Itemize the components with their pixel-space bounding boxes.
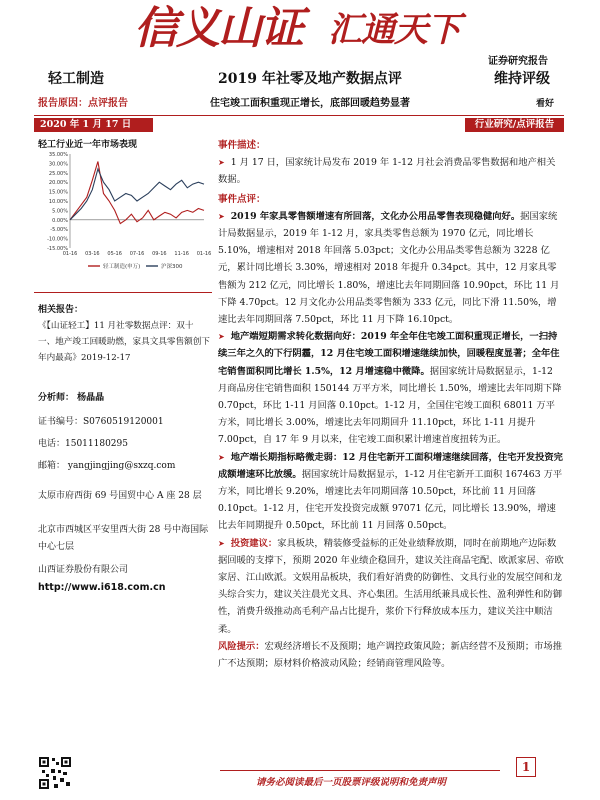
report-reason: 报告原因：点评报告 <box>38 98 128 109</box>
chart-svg <box>36 150 212 274</box>
y-tick-label: 0.00% <box>52 217 68 224</box>
chart-title: 轻工行业近一年市场表现 <box>38 140 138 150</box>
address-beijing: 北京市西城区平安里西大街 28 号中海国际中心七层 <box>38 525 209 552</box>
footer-divider <box>220 770 500 771</box>
report-category: 行业研究/点评报告 <box>465 118 564 132</box>
analyst-email[interactable]: 邮箱： yangjingjing@sxzq.com <box>38 461 176 471</box>
logo-text-a: 信义山证 <box>134 3 302 54</box>
disclaimer-note: 请务必阅读最后一页股票评级说明和免责声明 <box>256 777 447 788</box>
y-tick-label: 30.00% <box>48 161 68 168</box>
related-report-link[interactable]: 《【山证轻工】11 月社零数据点评：双十一、地产竣工回暖助燃，家具文具零售额创下年内最高》2019-12-17 <box>38 321 210 363</box>
y-tick-label: 20.00% <box>48 180 68 187</box>
series-line-2 <box>70 169 204 220</box>
paragraph-furniture-text: 据国家统计局数据显示，2019 年 1-12 月，家具类零售总额为 1970 亿元，同比增长 5.10%，增速相对 2018 年回落 5.03pct；文化办公用品类零售总额为 3228 亿元，累计同比增长 3.30%，增速相对 2018 年提升 0.34pct。其中，12 月家具零售额为 212 亿元，同比增长 1.80%，增速比去年同期回落 10.90pct，环比 11 月下降 4.70pct。12 月文化办公用品类零售额为 333 亿元，同比下滑 11.50%，增速比去年同期回落 7.50pct，环比 11 月下降 16.10pct。 <box>218 210 560 326</box>
bullet-arrow-icon: ➤ <box>218 332 225 342</box>
event-text: 1 月 17 日，国家统计局发布 2019 年 1-12 月社会消费品零售数据和地产相关数据。 <box>218 157 556 186</box>
y-tick-label: 10.00% <box>48 199 68 205</box>
industry-name: 轻工制造 <box>48 71 104 87</box>
comment-heading: 事件点评： <box>218 193 266 205</box>
investment-text: 家具板块，精装修受益标的正处业绩释放期，同时在前期地产边际数据回暖的支撑下，预期 2020 年业绩企稳回升，建议关注商品宅配、欧派家居、帝欧家居、江山欧派。文娱用品板块，我们看好消费的防御性、文具行业的发展空间和龙头综合实力，建议关注晨光文具、齐心集团。生活用纸兼具成长性、盈利弹性和防御性，消费升级推动高毛利产品占比提升，浆价下行释放成本压力，建议关注中顺洁柔。 <box>218 537 564 635</box>
investment-heading: 投资建议： <box>230 537 278 549</box>
x-tick-label: 07-16 <box>129 251 145 257</box>
address-taiyuan: 太原市府西街 69 号国贸中心 A 座 28 层 <box>38 491 202 501</box>
legend-label: 轻工制造(申万) <box>103 264 141 270</box>
paragraph-housing-longterm-text: 据国家统计局数据显示，1-12 月住宅新开工面积 167463 万平方米，同比增长 9.20%，增速比去年同期回落 10.50pct，环比前 11 月回落 0.10pct。1-12 月，住宅开发投资完成额 97071 亿元，同比增长 13.90%，增速比去年同期提升 0.50pct，环比前 11 月回落 0.50pct。 <box>218 468 563 532</box>
y-tick-label: -10.00% <box>47 236 68 243</box>
left-divider <box>34 292 212 293</box>
y-tick-label: 15.00% <box>48 189 68 196</box>
report-subtitle: 住宅竣工面积重现正增长，底部回暖趋势显著 <box>210 98 410 109</box>
event-paragraph <box>218 154 564 188</box>
paragraph-housing-demand-text: 据国家统计局数据显示，1-12 月商品房住宅销售面积 150144 万平方米，同比增长 1.50%，增速比去年同期下降 0.70pct，环比 1-11 月回落 0.10pct。1-12 月，全国住宅竣工面积 68011 万平方米，同比增长 3.00%，增速比去年同期回升 11.10pct，环比 1-11 月提升 7.00pct，自 17 年 9 月以来，住宅竣工面积累计增速首度扭转为正。 <box>218 365 562 446</box>
y-tick-label: -5.00% <box>50 227 68 234</box>
y-tick-label: 35.00% <box>48 152 68 158</box>
market-chart <box>36 150 212 274</box>
x-tick-label: 09-16 <box>152 251 167 257</box>
report-date: 2020 年 1 月 17 日 <box>34 118 153 132</box>
event-heading: 事件描述： <box>218 140 266 151</box>
x-tick-label: 01-16 <box>62 251 78 257</box>
risk-text: 宏观经济增长不及预期；地产调控政策风险；新店经营不及预期；市场推广不达预期；原材料价格波动风险；经销商管理风险等。 <box>218 640 563 670</box>
x-tick-label: 05-16 <box>107 251 122 257</box>
paragraph-furniture <box>218 208 564 328</box>
paragraph-investment <box>218 535 564 638</box>
x-tick-label: 11-16 <box>174 251 189 257</box>
bullet-arrow-icon: ➤ <box>218 538 225 548</box>
bullet-arrow-icon: ➤ <box>218 452 225 462</box>
y-tick-label: 25.00% <box>48 170 68 177</box>
legend-label: 沪深300 <box>161 264 183 270</box>
rating-view: 看好 <box>536 99 555 109</box>
series-line-1 <box>70 162 204 224</box>
company-website[interactable]: http://www.i618.com.cn <box>38 582 166 593</box>
page-number: 1 <box>516 757 536 777</box>
paragraph-risk <box>218 638 564 672</box>
bullet-arrow-icon: ➤ <box>218 158 225 168</box>
report-type: 证券研究报告 <box>488 56 548 67</box>
analyst-phone: 电话：15011180295 <box>38 439 128 449</box>
y-tick-label: -15.00% <box>47 246 68 252</box>
risk-heading: 风险提示： <box>218 640 265 652</box>
paragraph-housing-longterm-lead: 地产端长期指标略微走弱：12 月住宅新开工面积增速继续回落，住宅开发投资完成额增速环比放缓。 <box>218 451 563 480</box>
analyst-name: 分析师： 杨晶晶 <box>38 393 105 403</box>
company-name: 山西证券股份有限公司 <box>38 565 129 575</box>
analyst-cert: 证书编号：S0760519120001 <box>38 417 164 427</box>
rating: 维持评级 <box>494 71 550 87</box>
brand-logo <box>128 0 473 54</box>
y-tick-label: 5.00% <box>52 208 68 215</box>
related-heading: 相关报告： <box>38 305 84 315</box>
logo-text-b: 汇通天下 <box>328 10 460 50</box>
paragraph-furniture-lead: 2019 年家具零售额增速有所回落，文化办公用品零售表现稳健向好。 <box>230 210 521 222</box>
x-tick-label: 03-16 <box>85 251 100 257</box>
paragraph-housing-demand-lead: 地产端短期需求转化数据向好：2019 年全年住宅竣工面积重现正增长，一扫持续三年之久的下行阴霾，12 月住宅竣工面积增速继续加快，回暖程度显著；全年住宅销售面积同比增长 1.5%，12 月增速稳中微降。 <box>218 331 560 377</box>
bullet-arrow-icon: ➤ <box>218 211 225 221</box>
x-tick-label: 01-16 <box>196 251 212 257</box>
qr-code-icon <box>38 756 72 790</box>
paragraph-housing-longterm <box>218 449 564 535</box>
header-divider <box>34 115 564 116</box>
report-title: 2019 年社零及地产数据点评 <box>218 71 402 87</box>
paragraph-housing-demand <box>218 328 564 448</box>
report-body <box>218 137 564 672</box>
